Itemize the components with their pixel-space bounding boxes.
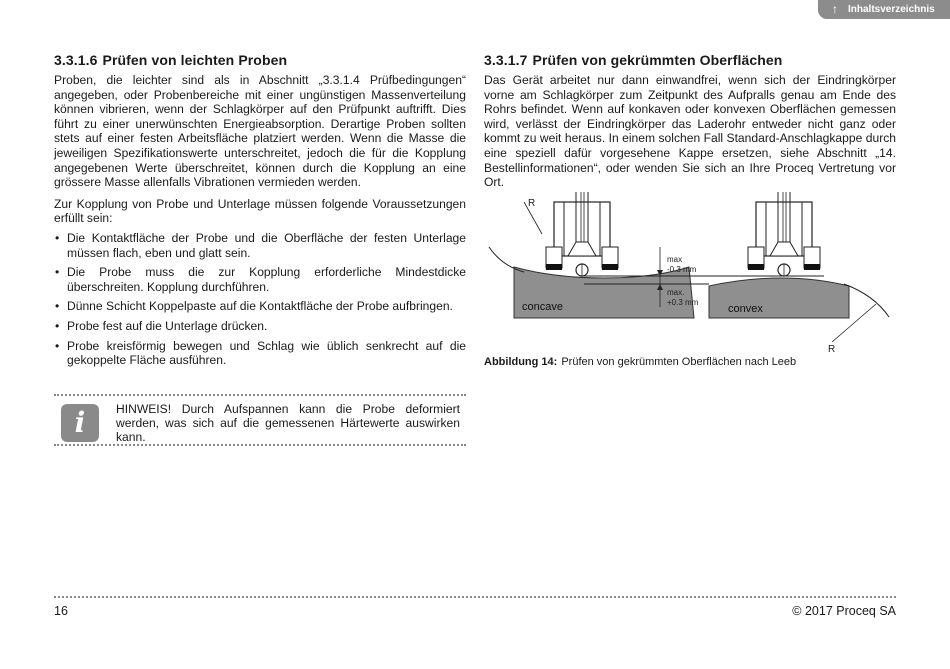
curved-surface-figure bbox=[484, 192, 904, 352]
label-minus: -0.3 mm bbox=[667, 265, 697, 274]
copyright: © 2017 Proceq SA bbox=[792, 604, 896, 618]
arrow-up-icon: ↑ bbox=[832, 2, 838, 16]
note-text: HINWEIS! Durch Aufspannen kann die Probe deformiert werden, was sich auf die gemessenen Härtewerte auswirken kann. bbox=[116, 402, 460, 445]
label-plus: +0.3 mm bbox=[667, 298, 699, 307]
section-heading-3317: 3.3.1.7 Prüfen von gekrümmten Oberflächen bbox=[484, 52, 783, 68]
page-number: 16 bbox=[54, 604, 68, 618]
label-max-bottom: max. bbox=[667, 288, 685, 297]
list-item: • Die Kontaktfläche der Probe und die Oberfläche der festen Unterlage müssen flach, eben und glatt sein. bbox=[55, 230, 466, 260]
paragraph: Zur Kopplung von Probe und Unterlage müssen folgende Voraussetzungen erfüllt sein: bbox=[54, 196, 466, 226]
toc-button[interactable] bbox=[818, 0, 950, 19]
list-item: • Probe fest auf die Unterlage drücken. bbox=[55, 318, 268, 333]
paragraph: Das Gerät arbeitet nur dann einwandfrei, wenn sich der Eindringkörper vorne am Schlagkörper zum Zeitpunkt des Aufpralls genau am Ende des Rohrs befindet. Wenn auf konkaven oder konvexen Oberflächen gemessen wird, verlässt der Eindringkörper das Laderohr entweder nicht ganz oder kommt zu weit heraus. In einem solchen Fall Standard-Anschlagkappe durch eine speziell dafür vorgesehene Kappe ersetzen, siehe Abschnitt „14. Bestellinformationen“, oder wenden Sie sich an Ihre Proceq Vertretung vor Ort. bbox=[484, 73, 896, 190]
right-column bbox=[484, 52, 896, 190]
label-concave: concave bbox=[522, 301, 563, 313]
paragraph: Proben, die leichter sind als in Abschnitt „3.3.1.4 Prüfbedingungen“ angegeben, oder Probenbereiche mit einer ungünstigen Massenverteilung können vibrieren, wenn der Schlagkörper auf den Prüfpunkt auftrifft. Dies führt zu einer unerwünschten Energieabsorption. Derartige Proben sollten stets auf einer festen Arbeitsfläche platziert werden. Wenn die Masse die jeweiligen Spezifikationswerte unterschreitet, jedoch die für die Kopplung angegebenen Werte überschreitet, können durch die Kopplung an eine grössere Masse allenfalls Vibrationen vermieden werden. bbox=[54, 73, 466, 190]
left-column bbox=[54, 52, 466, 373]
info-icon: i bbox=[61, 404, 99, 442]
list-item: • Dünne Schicht Koppelpaste auf die Kontaktfläche der Probe aufbringen. bbox=[55, 299, 453, 314]
section-heading-3316: 3.3.1.6 Prüfen von leichten Proben bbox=[54, 52, 288, 68]
toc-label: Inhaltsverzeichnis bbox=[848, 4, 935, 15]
probe-right bbox=[748, 192, 820, 276]
label-max-top: max bbox=[667, 255, 683, 264]
footer-divider bbox=[54, 596, 896, 598]
bullet-list bbox=[54, 231, 466, 368]
list-item: • Die Probe muss die zur Kopplung erforderliche Mindestdicke überschreiten. Kopplung durchführen. bbox=[55, 265, 466, 294]
label-r-right: R bbox=[828, 344, 836, 352]
probe-left bbox=[546, 192, 618, 276]
list-item: • Probe kreisförmig bewegen und Schlag wie üblich senkrecht auf die gekoppelte Fläche ausführen. bbox=[55, 338, 466, 368]
label-convex: convex bbox=[728, 303, 763, 315]
note-box bbox=[54, 394, 466, 446]
figure-caption: Abbildung 14: Prüfen von gekrümmten Oberflächen nach Leeb bbox=[484, 356, 797, 368]
label-r-left: R bbox=[528, 198, 536, 209]
